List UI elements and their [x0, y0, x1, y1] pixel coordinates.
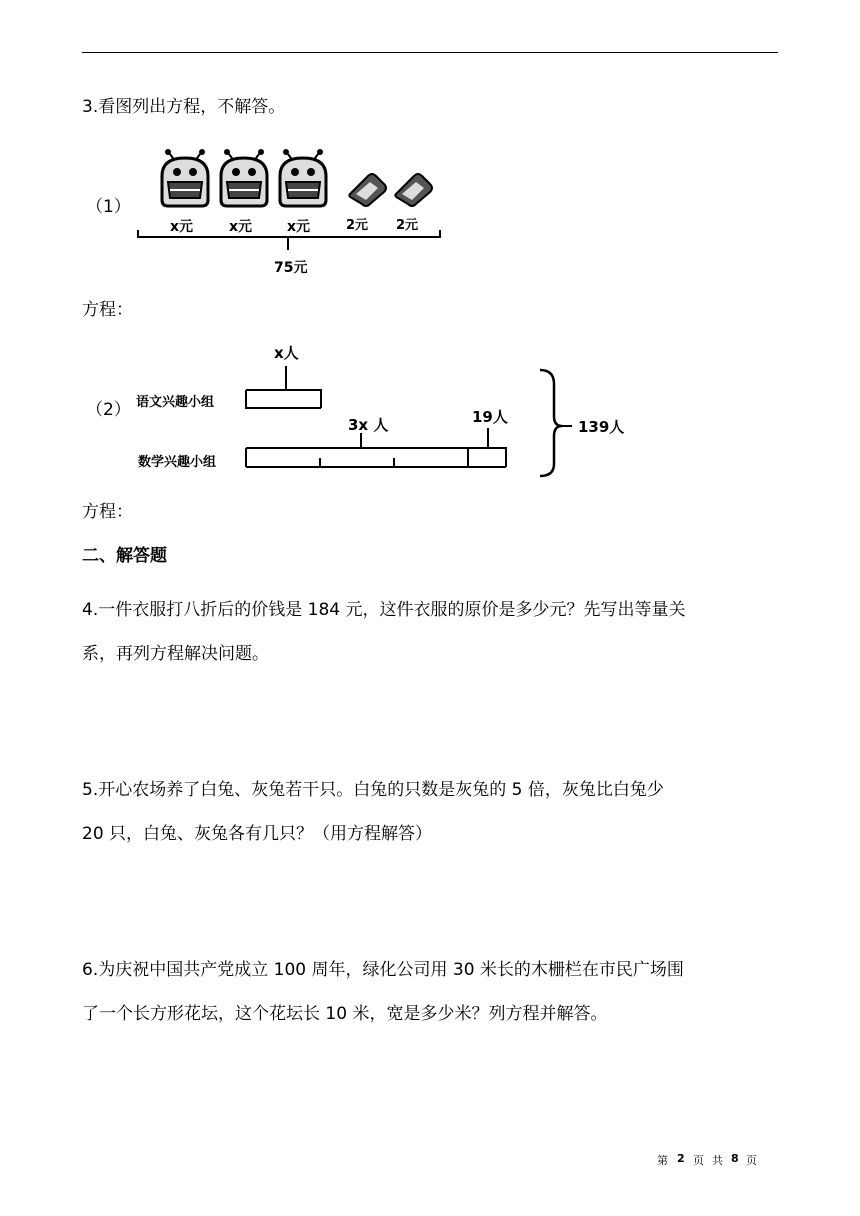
item-label: x元	[229, 219, 253, 235]
eraser-icon	[395, 174, 432, 206]
q3-part1-label: （1）	[86, 197, 131, 217]
row1-label: 语文兴趣小组	[136, 395, 215, 410]
item-label: 2元	[396, 218, 419, 233]
item-label: x元	[170, 219, 194, 235]
segment-19	[468, 448, 506, 467]
item-label: x元	[287, 219, 311, 235]
q5-line1: 5.开心农场养了白兔、灰兔若干只。白兔的只数是灰兔的 5 倍，灰兔比白兔少	[82, 780, 664, 800]
footer-word: 第	[657, 1154, 668, 1167]
total-brace	[540, 370, 562, 476]
row2-label: 数学兴趣小组	[138, 455, 217, 470]
q6-line1: 6.为庆祝中国共产党成立 100 周年，绿化公司用 30 米长的木栅栏在市民广场围	[82, 960, 684, 980]
interest-group-figure	[136, 338, 656, 483]
label-x: x人	[274, 344, 299, 362]
eraser-icon	[349, 174, 386, 206]
q3-part2-label: （2）	[86, 400, 131, 420]
total-label: 75元	[274, 260, 308, 276]
footer-word: 页	[693, 1154, 704, 1167]
item-label: 2元	[346, 218, 369, 233]
backpack-eraser-figure	[130, 138, 450, 283]
q6-line2: 了一个长方形花坛，这个花坛长 10 米，宽是多少米？列方程并解答。	[82, 1004, 608, 1024]
q3-title: 3.看图列出方程，不解答。	[82, 97, 286, 117]
label-139: 139人	[578, 418, 625, 436]
section-title: 二、解答题	[82, 546, 167, 566]
q4-line2: 系，再列方程解决问题。	[82, 644, 269, 664]
label-3x: 3x 人	[348, 416, 389, 434]
backpack-icon	[162, 149, 208, 206]
footer-page-number: 2	[677, 1152, 685, 1165]
segment-x	[246, 390, 321, 408]
label-19: 19人	[472, 408, 508, 426]
footer-total-pages: 8	[731, 1152, 739, 1165]
footer-word: 页	[746, 1154, 757, 1167]
header-rule	[82, 52, 778, 53]
q4-line1: 4.一件衣服打八折后的价钱是 184 元，这件衣服的原价是多少元？先写出等量关	[82, 600, 686, 620]
q3-part1-equation-label: 方程：	[82, 300, 133, 320]
backpack-icon	[280, 149, 326, 206]
backpack-icon	[221, 149, 267, 206]
footer-word: 共	[712, 1154, 723, 1167]
q5-line2: 20 只，白兔、灰兔各有几只？（用方程解答）	[82, 824, 433, 844]
q3-part2-equation-label: 方程：	[82, 502, 133, 522]
